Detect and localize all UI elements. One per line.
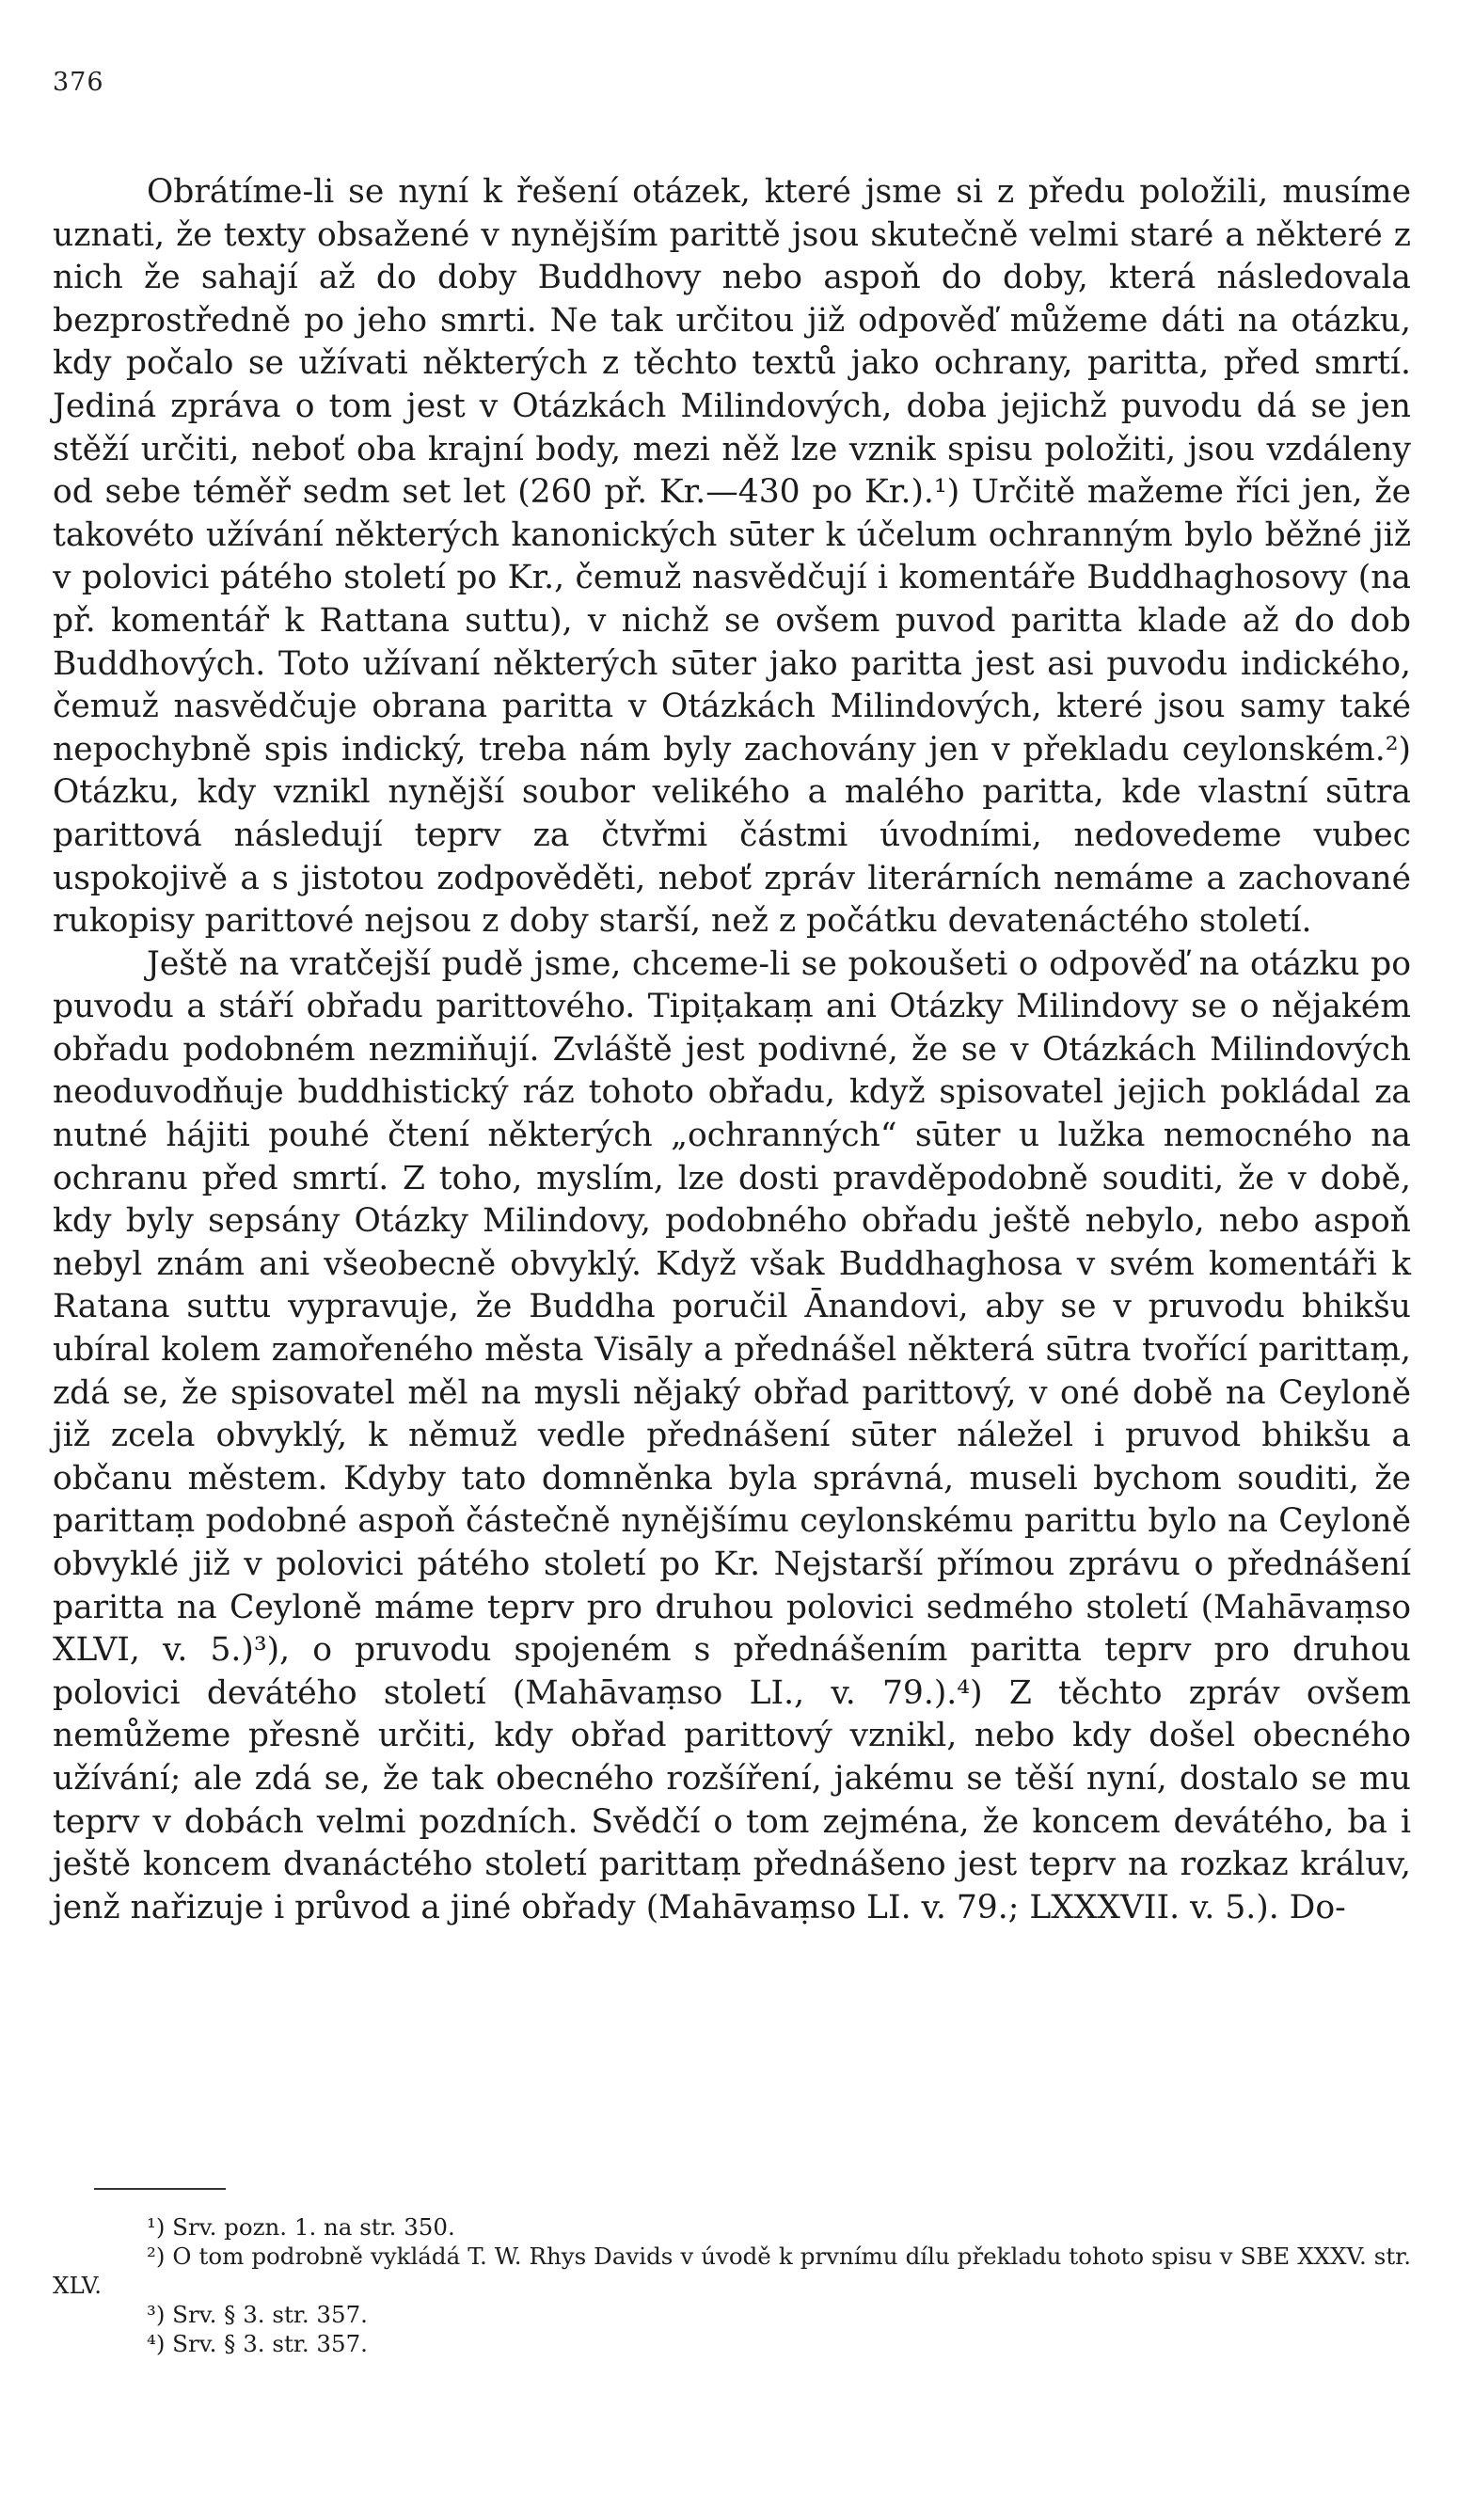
page-number: 376 (53, 68, 104, 97)
footnotes (53, 2212, 1411, 2358)
footnote-1: ¹) Srv. pozn. 1. na str. 350. (147, 2213, 455, 2241)
footnote-divider (94, 2188, 226, 2190)
footnote-3: ³) Srv. § 3. str. 357. (147, 2301, 368, 2328)
paragraph: Ještě na vratčejší pudě jsme, chceme-li se pokoušeti o odpověď na otázku po puvodu a stáří obřadu parittového. Tipiṭakaṃ ani Otázky Milindovy se o nějakém obřadu podobném nezmiňují. Zvláště jest podivné, že se v Otázkách Milindových neoduvodňuje buddhistický ráz tohoto obřadu, když spisovatel jejich pokládal za nutné hájiti pouhé čtení některých „ochranných“ sūter u lužka nemocného na ochranu před smrtí. Z toho, myslím, lze dosti pravděpodobně souditi, že v době, kdy byly sepsány Otázky Milindovy, podobného obřadu ještě nebylo, nebo aspoň nebyl znám ani všeobecně obvyklý. Když však Buddhaghosa v svém komentáři k Ratana suttu vypravuje, že Buddha poručil Ānandovi, aby se v pruvodu bhikšu ubíral kolem zamořeného města Visāly a přednášel některá sūtra tvořící parittaṃ, zdá se, že spisovatel měl na mysli nějaký obřad parittový, v oné době na Ceyloně již zcela obvyklý, k němuž vedle přednášení sūter náležel i pruvod bhikšu a občanu městem. Kdyby tato domněnka byla správná, museli bychom souditi, že parittaṃ podobné aspoň částečně nynějšímu ceylonskému parittu bylo na Ceyloně obvyklé již v polovici pátého století po Kr. Nejstarší přímou zprávu o přednášení paritta na Ceyloně máme teprv pro druhou polovici sedmého století (Mahāvaṃso XLVI, v. 5.)³), o pruvodu spojeném s přednášením paritta teprv pro druhou polovici devátého století (Mahāvaṃso LI., v. 79.).⁴) Z těchto zpráv ovšem nemůžeme přesně určiti, kdy obřad parittový vznikl, nebo kdy došel obecného užívání; ale zdá se, že tak obecného rozšíření, jakému se těší nyní, dostalo se mu teprv v dobách velmi pozdních. Svědčí o tom zejména, že koncem devátého, ba i ještě koncem dvanáctého století parittaṃ přednášeno jest teprv na rozkaz králuv, jenž nařizuje i průvod a jiné obřady (Mahāvaṃso LI. v. 79.; LXXXVII. v. 5.). Do- (53, 944, 1411, 1926)
paragraph: Obrátíme-li se nyní k řešení otázek, které jsme si z předu položili, musíme uznati, že texty obsažené v nynějším parittě jsou skutečně velmi staré a některé z nich že sahají až do doby Buddhovy nebo aspoň do doby, která následovala bezprostředně po jeho smrti. Ne tak určitou již odpověď můžeme dáti na otázku, kdy počalo se užívati některých z těchto textů jako ochrany, paritta, před smrtí. Jediná zpráva o tom jest v Otázkách Milindových, doba jejichž puvodu dá se jen stěží určiti, neboť oba krajní body, mezi něž lze vznik spisu položiti, jsou vzdáleny od sebe téměř sedm set let (260 př. Kr.—430 po Kr.).¹) Určitě mažeme říci jen, že takovéto užívání některých kanonických sūter k účelum ochranným bylo běžné již v polovici pátého století po Kr., čemuž nasvědčují i komentáře Buddhaghosovy (na př. komentář k Rattana suttu), v nichž se ovšem puvod paritta klade až do dob Buddhových. Toto užívaní některých sūter jako paritta jest asi puvodu indického, čemuž nasvědčuje obrana paritta v Otázkách Milindových, které jsou samy také nepochybně spis indický, treba nám byly zachovány jen v překladu ceylonském.²) Otázku, kdy vznikl nynější soubor velikého a malého paritta, kde vlastní sūtra parittová následují teprv za čtvřmi částmi úvodními, nedovedeme vubec uspokojivě a s jistotou zodpověděti, neboť zpráv literárních nemáme a zachované rukopisy parittové nejsou z doby starší, než z počátku devatenáctého století. (53, 173, 1411, 941)
footnote-2: ²) O tom podrobně vykládá T. W. Rhys Davids v úvodě k prvnímu dílu překladu tohoto spisu v SBE XXXV. str. XLV. (53, 2243, 1411, 2299)
footnote-4: ⁴) Srv. § 3. str. 357. (147, 2330, 368, 2357)
main-text (53, 171, 1411, 1929)
